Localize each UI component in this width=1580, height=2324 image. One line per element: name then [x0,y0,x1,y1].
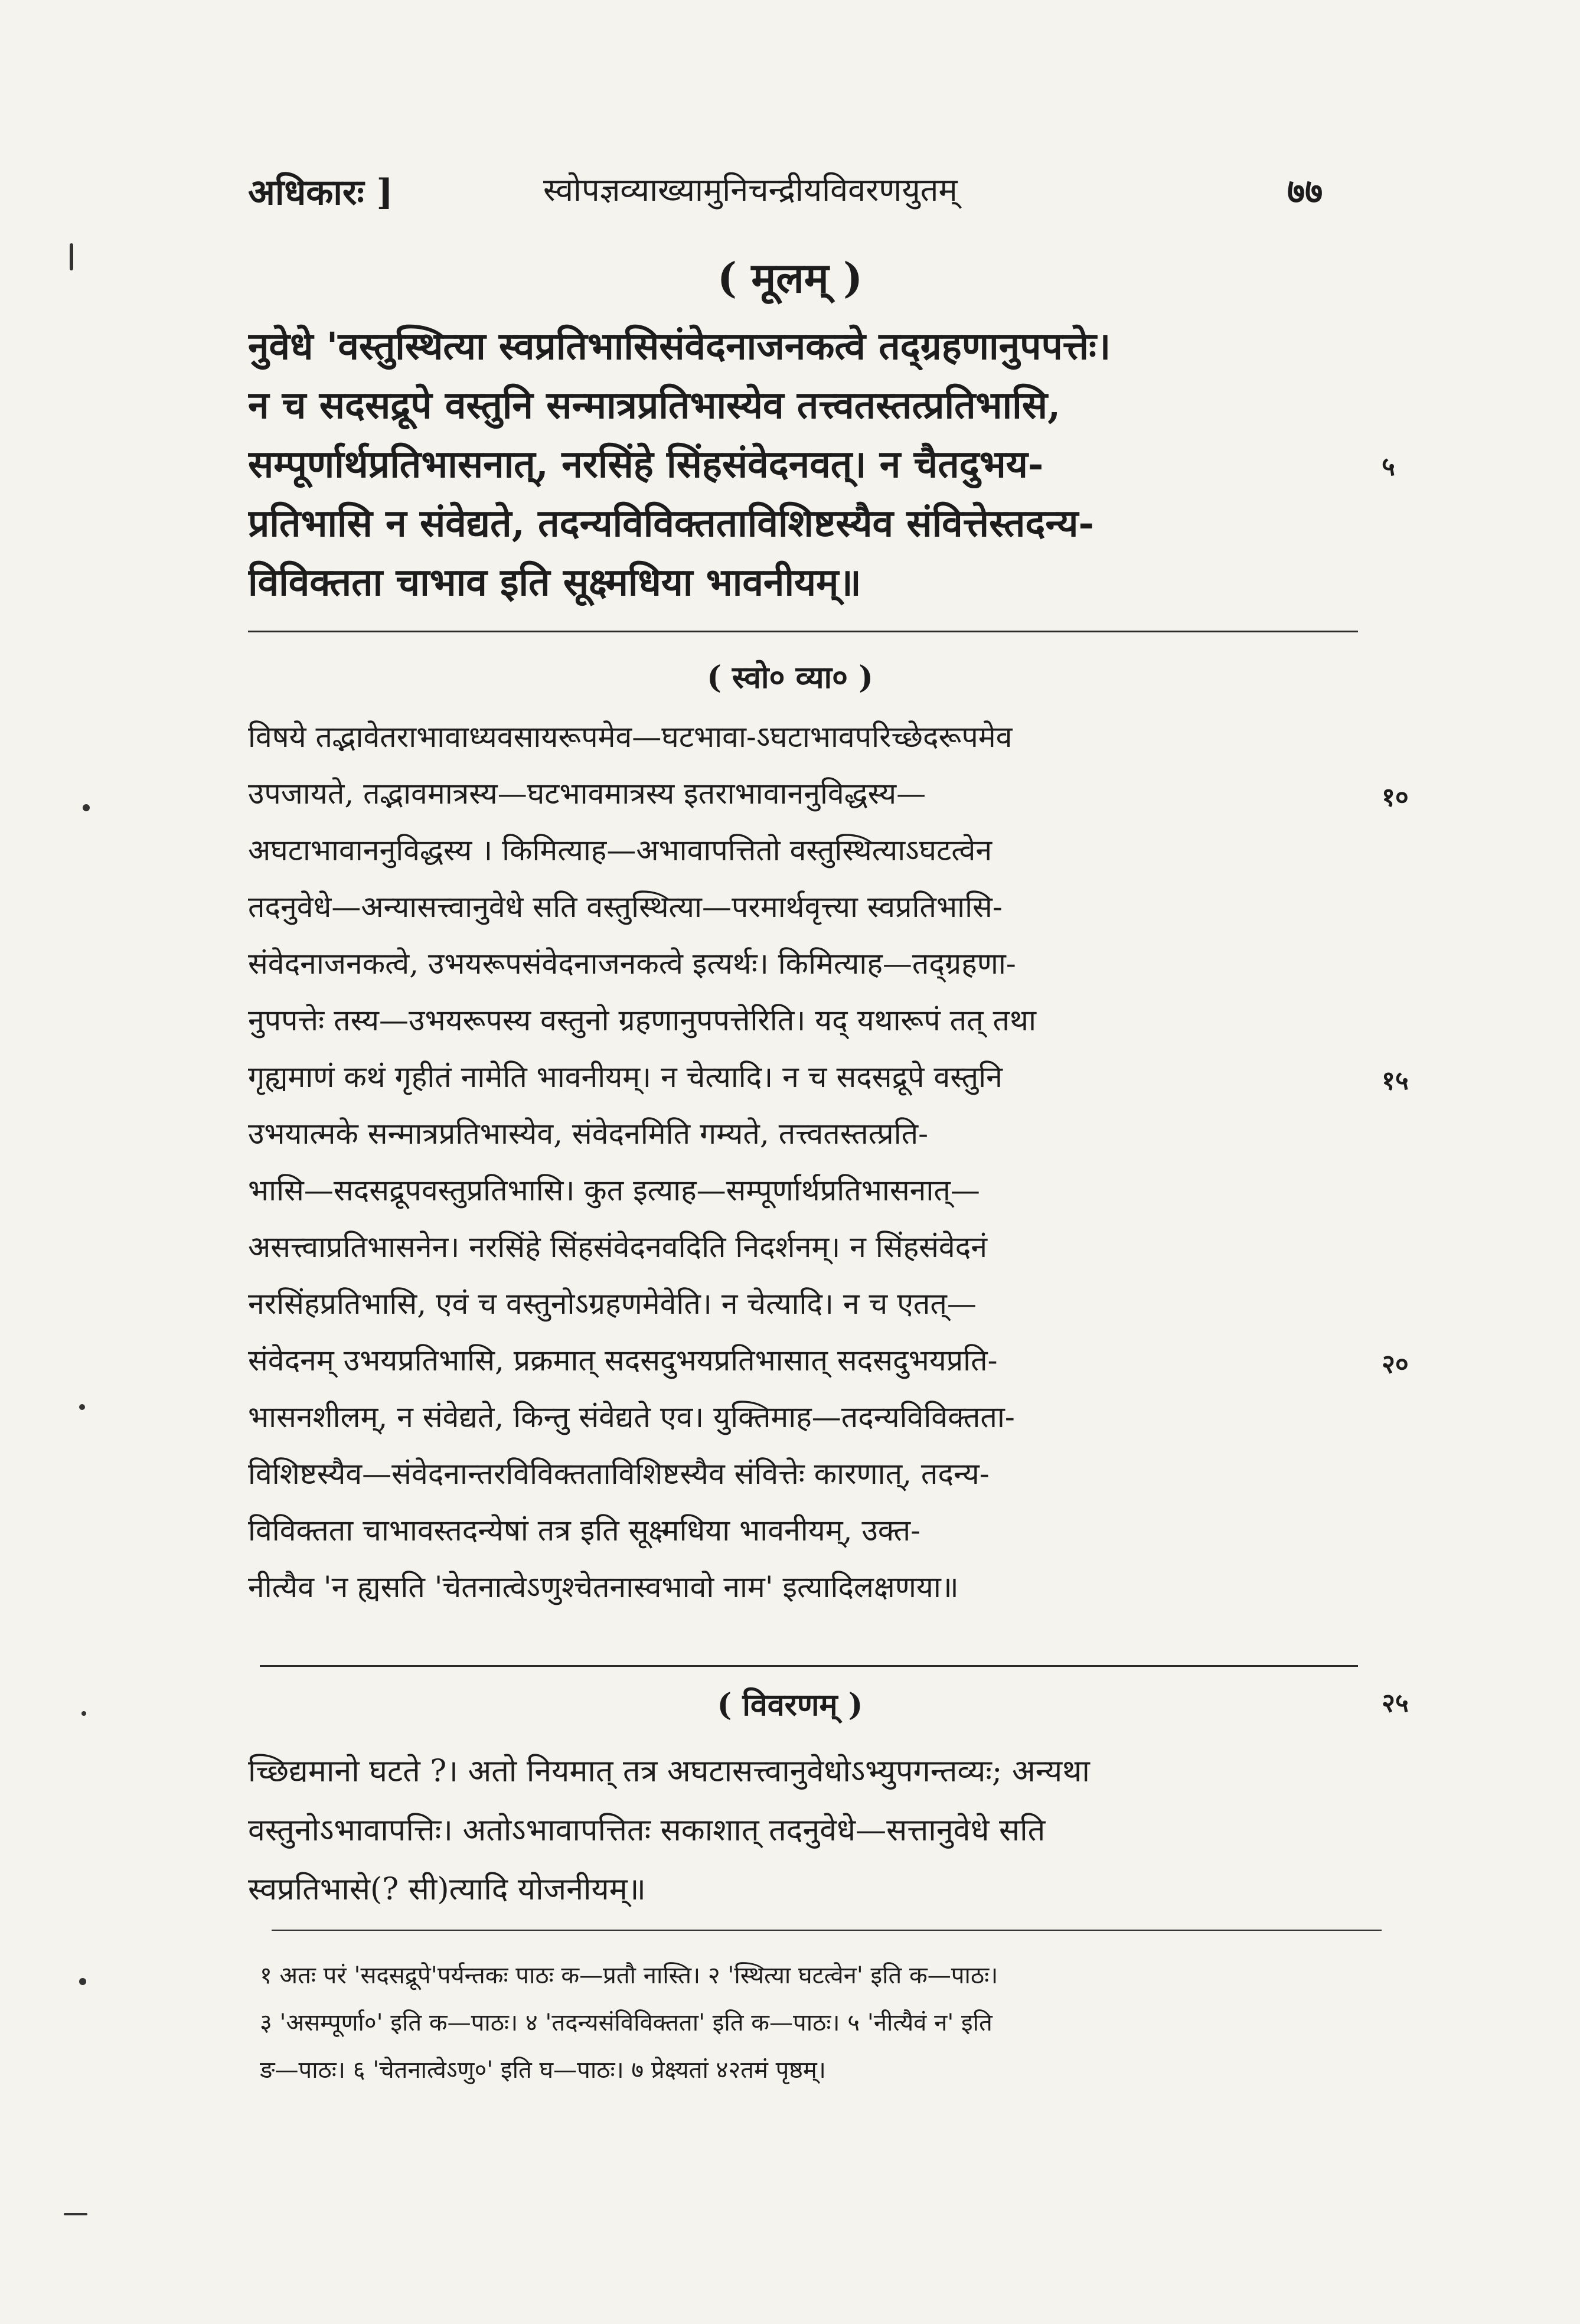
commentary-line: अघटाभावाननुविद्धस्य । किमित्याह—अभावापत्तितो वस्तुस्थित्याऽघटत्वेन [248,833,993,867]
commentary-line: तदनुवेधे—अन्यासत्त्वानुवेधे सति वस्तुस्थित्या—परमार्थवृत्त्या स्वप्रतिभासि- [248,890,1003,924]
commentary-line: नरसिंहप्रतिभासि, एवं च वस्तुनोऽग्रहणमेवेति। न चेत्यादि। न च एतत्— [248,1287,977,1321]
line-number: ५ [1382,452,1395,482]
vivarana-heading: ( विवरणम् ) [717,1687,863,1723]
commentary-line: संवेदनम् उभयप्रतिभासि, प्रक्रमात् सदसदुभयप्रतिभासात् सदसदुभयप्रति- [248,1343,998,1378]
page-number: ७७ [1287,171,1323,211]
mool-line: विविक्तता चाभाव इति सूक्ष्मधिया भावनीयम्॥ [248,560,861,605]
commentary-line: विषये तद्भावेतराभावाध्यवसायरूपमेव—घटभावा-ऽघटाभावपरिच्छेदरूपमेव [248,720,1013,754]
commentary-line: उपजायते, तद्भावमात्रस्य—घटभावमात्रस्य इतराभावाननुविद्धस्य— [248,776,926,811]
mool-line: सम्पूर्णार्थप्रतिभासनात्, नरसिंहे सिंहसंवेदनवत्। न चैतदुभय- [248,442,1044,487]
commentary-heading: ( स्वो० व्या० ) [707,660,873,696]
footnote-line: ३ 'असम्पूर्णा०' इति क—पाठः। ४ 'तदन्यसंविविक्तता' इति क—पाठः। ५ 'नीत्यैवं न' इति [260,2009,993,2036]
mool-heading: ( मूलम् ) [717,253,863,302]
commentary-line: भासि—सदसद्रूपवस्तुप्रतिभासि। कुत इत्याह—सम्पूर्णार्थप्रतिभासनात्— [248,1173,980,1207]
section-divider [248,631,1358,632]
commentary-line: विविक्तता चाभावस्तदन्येषां तत्र इति सूक्ष्मधिया भावनीयम्, उक्त- [248,1513,920,1548]
margin-mark [64,2213,87,2215]
line-number: २५ [1382,1688,1409,1718]
vivarana-line: वस्तुनोऽभावापत्तिः। अतोऽभावापत्तितः सकाशात् तदनुवेधे—सत्तानुवेधे सति [248,1813,1046,1848]
commentary-line: गृह्यमाणं कथं गृहीतं नामेति भावनीयम्। न चेत्यादि। न च सदसद्रूपे वस्तुनि [248,1060,1003,1094]
line-number: १० [1382,782,1409,812]
running-head-left: अधिकारः ] [248,172,393,213]
mool-line: नुवेधे 'वस्तुस्थित्या स्वप्रतिभासिसंवेदनाजनकत्वे तद्ग्रहणानुपपत्तेः। [248,324,1111,368]
running-head-title: स्वोपज्ञव्याख्यामुनिचन्द्रीयविवरणयुतम् [543,171,958,208]
commentary-line: असत्त्वाप्रतिभासनेन। नरसिंहे सिंहसंवेदनवदिति निदर्शनम्। न सिंहसंवेदनं [248,1230,988,1264]
commentary-line: नीत्यैव 'न ह्यसति 'चेतनात्वेऽणुश्चेतनास्वभावो नाम' इत्यादिलक्षणया॥ [248,1570,959,1604]
footnote-line: १ अतः परं 'सदसद्रूपे'पर्यन्तकः पाठः क—प्रतौ नास्ति। २ 'स्थित्या घटत्वेन' इति क—पाठः। [260,1962,998,1989]
margin-dot [79,1404,85,1410]
line-number: १५ [1382,1066,1409,1096]
line-number: २० [1382,1349,1409,1379]
margin-dot [79,1978,86,1985]
section-divider [260,1665,1358,1667]
mool-line: न च सदसद्रूपे वस्तुनि सन्मात्रप्रतिभास्येव तत्त्वतस्तत्प्रतिभासि, [248,383,1061,427]
vivarana-line: च्छिद्यमानो घटते ?। अतो नियमात् तत्र अघटासत्त्वानुवेधोऽभ्युपगन्तव्यः; अन्यथा [248,1754,1090,1789]
margin-dot [83,804,90,811]
margin-dot [81,1711,86,1716]
footnote-line: ङ—पाठः। ६ 'चेतनात्वेऽणु०' इति घ—पाठः। ७ प्रेक्ष्यतां ४२तमं पृष्ठम्। [260,2057,826,2084]
footnote-divider [272,1930,1382,1931]
commentary-line: विशिष्टस्यैव—संवेदनान्तरविविक्तताविशिष्टस्यैव संवित्तेः कारणात्, तदन्य- [248,1457,990,1491]
vivarana-line: स्वप्रतिभासे(? सी)त्यादि योजनीयम्॥ [248,1872,646,1907]
margin-mark [70,243,73,270]
commentary-line: नुपपत्तेः तस्य—उभयरूपस्य वस्तुनो ग्रहणानुपपत्तेरिति। यद् यथारूपं तत् तथा [248,1003,1036,1037]
commentary-line: उभयात्मके सन्मात्रप्रतिभास्येव, संवेदनमिति गम्यते, तत्त्वतस्तत्प्रति- [248,1117,929,1151]
mool-line: प्रतिभासि न संवेद्यते, तदन्यविविक्तताविशिष्टस्यैव संवित्तेस्तदन्य- [248,501,1094,546]
commentary-line: संवेदनाजनकत्वे, उभयरूपसंवेदनाजनकत्वे इत्यर्थः। किमित्याह—तद्ग्रहणा- [248,946,1016,981]
commentary-line: भासनशीलम्, न संवेद्यते, किन्तु संवेद्यते एव। युक्तिमाह—तदन्यविविक्तता- [248,1400,1015,1434]
